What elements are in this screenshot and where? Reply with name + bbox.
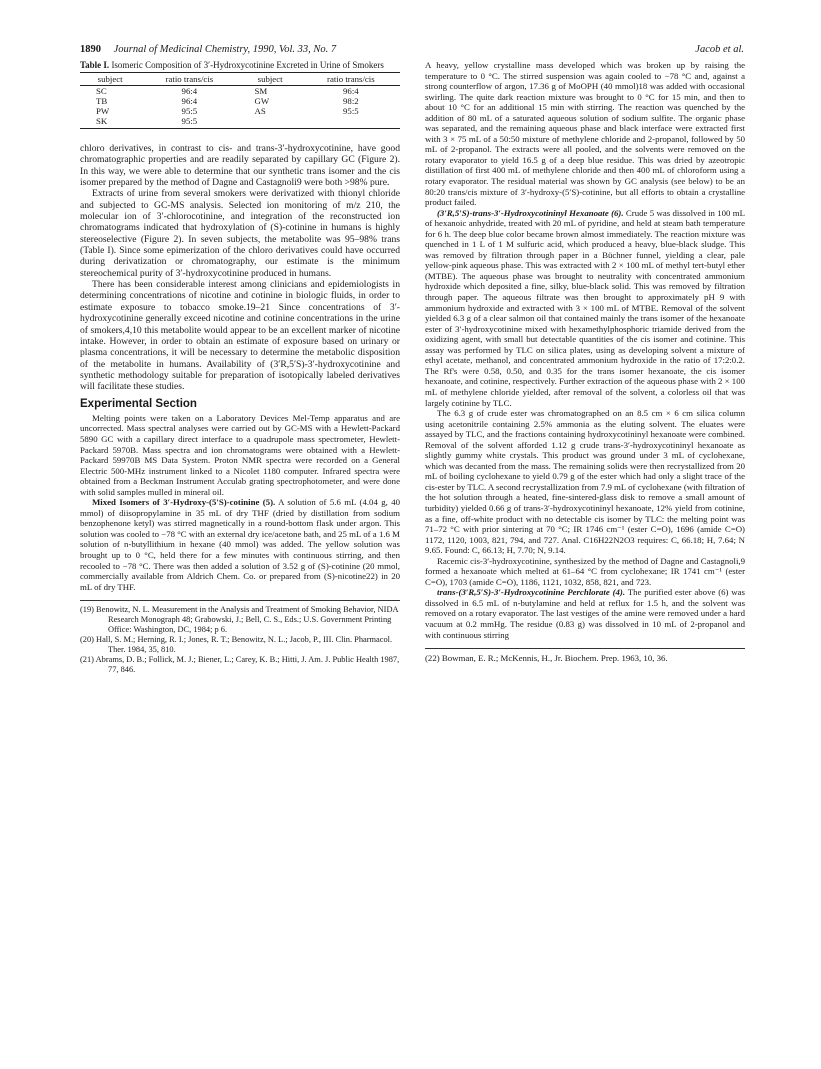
table-cell: 98:2	[343, 96, 359, 106]
left-column	[80, 60, 400, 675]
body-paragraph: There has been considerable interest among clinicians and epidemiologists in determining concentrations of nicotine and cotinine in biologic fluids, in order to estimate exposure to tobacco smoke.19–21 Since concentrations of 3′-hydroxycotinine generally exceed nicotine and cotinine concentrations in the urine of smokers,4,10 this metabolite would appear to be an excellent marker of nicotine intake. However, in order to obtain an estimate of exposure based on urinary or plasma concentrations, it will be necessary to determine the metabolic disposition of the metabolite in humans. Availability of (3′R,5′S)-3′-hydroxycotinine and synthetic methodology suitable for preparation of isotopically labeled derivatives will facilitate these studies.	[80, 279, 400, 393]
table-cell: 96:4	[181, 86, 198, 96]
right-column	[425, 60, 745, 664]
body-paragraph: Melting points were taken on a Laboratory Devices Mel-Temp apparatus and are uncorrected. Mass spectral analyses were carried out by GC-MS with a Hewlett-Packard 5890 GC with a capillary direct interface to a quadrupole mass spectrometer, Hewlett-Packard 5970B. Mass spectra and ion chromatograms were obtained with a Hewlett-Packard 59970B MS Data System. Proton NMR spectra were recorded on a General Electric 500-MHz instrument linked to a Nicolet 1180 computer. Infrared spectra were obtained from a Beckman Instrument Acculab grating spectrophotometer, and were done with solid samples mulled in mineral oil.	[80, 412, 400, 497]
col-header: ratio trans/cis	[140, 73, 238, 86]
table-cell: 95:5	[181, 106, 198, 116]
procedure-title: Mixed Isomers of 3′-Hydroxy-(5′S)-cotinine (5).	[92, 497, 276, 508]
procedure-paragraph	[80, 497, 400, 592]
running-authors: Jacob et al.	[695, 44, 744, 55]
table-row	[80, 96, 400, 106]
table-cell: 95:5	[343, 106, 359, 116]
running-header	[80, 44, 744, 58]
body-paragraph: Racemic cis-3′-hydroxycotinine, synthesized by the method of Dagne and Castagnoli,9 formed a hexanoate which melted at 61–64 °C from cyclohexane; IR 1741 cm⁻¹ (ester C=O), 1703 (amide C=O), 1186, 1121, 1032, 858, 821, and 723.	[425, 555, 745, 587]
procedure-title: trans-(3′R,5′S)-3′-Hydroxycotinine Perchlorate (4).	[437, 587, 626, 598]
procedure-text: A solution of 5.6 mL (4.04 g, 40 mmol) of diisopropylamine in 35 mL of dry THF (dried by distillation from sodium benzophenone ketyl) was stirred magnetically in a round-bottom flask under argon. This solution was cooled to −78 °C with an external dry ice/acetone bath, and 25 mL of a 1.6 M solution of n-butyllithium in hexane (40 mmol) was added. The yellow solution was brought up to 0 °C, held there for a few minutes with continuous stirring, and then recooled to −78 °C. There was then added a solution of 3.52 g of (S)-cotinine (20 mmol, commercially available from Aldrich Chem. Co. or prepared from (S)-nicotine22) in 20 mL of dry THF.	[80, 497, 401, 592]
body-paragraph: The 6.3 g of crude ester was chromatographed on an 8.5 cm × 6 cm silica column using acetonitrile containing 2.5% ammonia as the eluting solvent. The eluates were assayed by TLC, and the fractions containing hydroxycotininyl hexanoate were combined. Removal of the solvent afforded 1.12 g crude trans-3′-hydroxycotininyl hexanoate as slightly gummy white crystals. This product was ground under 3 mL of cyclohexane, which was decanted from the mass. The remaining solids were then recrystallized from 20 mL of boiling cyclohexane to yield 0.79 g of the ester which had only a slight trace of the cis-ester by TLC. A second recrystallization from 7.9 mL of cyclohexane (with filtration of the hot solution through a heated, fine-sintered-glass disk to remove a small amount of turbidity) yielded 0.66 g of trans-3′-hydroxycotininyl hexanoate, 12% yield from cotinine, as a fine, off-white product with no detectable cis isomer by TLC: the melting point was 71–72 °C with prior sintering at 70 °C; IR 1746 cm⁻¹ (ester C=O), 1696 (amide C=O) 1172, 1120, 1003, 821, 794, and 727. Anal. C16H22N2O3 requires: C, 66.18; H, 7.64; N 9.65. Found: C, 66.13; H, 7.70; N, 9.14.	[425, 408, 745, 556]
table-caption	[80, 60, 400, 70]
body-paragraph: chloro derivatives, in contrast to cis- and trans-3′-hydroxycotinine, have good chromatographic properties and are readily separated by capillary GC (Figure 2). In this way, we were able to determine that our synthetic trans isomer and the cis isomer prepared by the method of Dagne and Castagnoli9 were both >98% pure.	[80, 143, 400, 189]
table-label: Table I.	[80, 60, 110, 70]
table-cell: 96:4	[343, 86, 359, 96]
table-cell: SK	[80, 116, 140, 129]
footnote-rule	[425, 648, 745, 649]
table-caption-text: Isomeric Composition of 3′-Hydroxycotinine Excreted in Urine of Smokers	[111, 60, 384, 70]
col-header: subject	[80, 73, 140, 86]
reference-item: (22) Bowman, E. R.; McKennis, H., Jr. Biochem. Prep. 1963, 10, 36.	[425, 653, 668, 664]
table-cell	[239, 116, 302, 129]
col-header: ratio trans/cis	[302, 73, 400, 86]
footnote-rule	[80, 600, 400, 601]
reference-item: (19) Benowitz, N. L. Measurement in the Analysis and Treatment of Smoking Behavior, NIDA Research Monograph 48; Grabowski, J.; Bell, C. S., Eds.; U.S. Government Printing Office: Washington, DC, 1984; p 6.	[80, 605, 399, 635]
table-row	[80, 116, 400, 129]
procedure-title: (3′R,5′S)-trans-3′-Hydroxycotininyl Hexanoate (6).	[437, 207, 624, 218]
references-right	[425, 653, 745, 664]
page-number: 1890	[80, 44, 101, 55]
procedure-paragraph	[425, 208, 745, 408]
body-paragraph: A heavy, yellow crystalline mass developed which was broken up by raising the temperature to 0 °C. The stirred suspension was again cooled to −78 °C and, against a strong counterflow of argon, 17.36 g of MoOPH (40 mmol)18 was added with occasional swirling. The quite dark reaction mixture was brought to 0 °C for 15 min, and then to about 10 °C for an additional 15 min with stirring. The reaction was quenched by the addition of 80 mL of a saturated aqueous solution of sodium sulfite. The organic phase was separated, and the remaining aqueous phase and black interface were extracted first with 3 × 75 mL of a 50:50 mixture of methylene chloride and 2-propanol, followed by 50 mL of 2-propanol. The extracts were all pooled, and the solvents were removed on the rotary evaporator to yield 16.5 g of a deep blue residue. This was dried by azeotropic distillation of first 400 mL of methylene chloride and then 400 mL of chloroform using a rotary evaporator. The residual material was shown by GC analysis (see below) to be an 80:20 trans/cis mixture of 3′-hydroxy-(5′S)-cotinine, but all efforts to obtain a crystalline product failed.	[425, 60, 745, 208]
journal-citation: Journal of Medicinal Chemistry, 1990, Vol. 33, No. 7	[113, 44, 337, 55]
table-cell: TB	[96, 96, 108, 106]
reference-item: (21) Abrams, D. B.; Follick, M. J.; Biener, L.; Carey, K. B.; Hitti, J. Am. J. Public Health 1987, 77, 846.	[80, 655, 400, 675]
procedure-text: Crude 5 was dissolved in 100 mL of hexanoic anhydride, treated with 20 mL of pyridine, and held at steam bath temperature for 6 h. The deep blue color became brown almost immediately. The reaction mixture was quenched in 1 L of 1 M sulfuric acid, which produced a heavy, blue-black sludge. This was removed by filtration through paper in a Büchner funnel, yielding a clear, pale yellow-pink aqueous phase. This was extracted with 2 × 100 mL of methyl tert-butyl ether (MTBE). The aqueous phase was brought to neutrality with concentrated ammonium hydroxide which deposited a fine, silky, blue-black solid. This was removed by filtration through paper. The aqueous filtrate was then brought to approximately pH 9 with ammonium hydroxide and extracted with 3 × 100 mL of MTBE. Removal of the solvent yielded 6.3 g of a clear salmon oil that contained mainly the trans isomer of the hexanoate ester of 3′-hydroxycotinine mixed with hexamethylphosphoric triamide derived from the oxidizing agent, with small but detectable quantities of the cis isomer and cotinine. This assay was performed by TLC on silica plates, using as developing solvent a mixture of ethyl acetate, methanol, and concentrated ammonium hydroxide in the ratio of 17:2:0.2. The Rf's were 0.58, 0.50, and 0.35 for the trans isomer hexanoate, the cis isomer hexanoate, and cotinine, respectively. Further extraction of the aqueous phase with 2 × 100 mL of methylene chloride yielded, after removal of the solvent, a colorless oil that was largely cotinine by TLC.	[425, 207, 745, 408]
procedure-paragraph	[425, 587, 745, 640]
table-cell: PW	[96, 106, 110, 116]
table-row	[80, 106, 400, 116]
table-header-row	[80, 73, 400, 86]
experimental-block	[80, 413, 400, 592]
procedure-text: The purified ester above (6) was dissolved in 6.5 mL of n-butylamine and held at reflux for 1.5 h, and the solvent was removed on a rotary evaporator. The last vestiges of the amine were removed under a hard vacuum at 0.2 mmHg. The residue (0.83 g) was dissolved in 10 mL of 2-propanol and with continuous stirring	[425, 587, 745, 640]
references-left	[80, 605, 400, 675]
isomer-table	[80, 72, 400, 129]
section-heading: Experimental Section	[80, 397, 197, 410]
table-cell: AS	[254, 106, 266, 116]
table-cell: SC	[96, 86, 107, 96]
body-paragraph: Extracts of urine from several smokers were derivatized with thionyl chloride and subjected to GC-MS analysis. Selected ion monitoring of m/z 210, the molecular ion of 3′-chlorocotinine, and integration of the reconstructed ion chromatograms indicated that hydroxylation of (S)-cotinine in humans is highly stereoselective (Figure 2). In seven subjects, the metabolite was 95–98% trans (Table I). Since some epimerization of the chloro derivatives could have occurred during derivatization or chromatography, our estimate is the minimum stereochemical purity of 3′-hydroxycotinine produced in humans.	[80, 188, 400, 279]
col-header: subject	[239, 73, 302, 86]
table-row	[80, 86, 400, 97]
table-cell: SM	[254, 86, 268, 96]
table-cell: 96:4	[181, 96, 198, 106]
table-cell: GW	[254, 96, 270, 106]
reference-item: (20) Hall, S. M.; Herning, R. I.; Jones, R. T.; Benowitz, N. L.; Jacob, P., III. Clin. Pharmacol. Ther. 1984, 35, 810.	[80, 635, 393, 655]
table-cell	[302, 116, 400, 129]
table-cell: 95:5	[140, 116, 238, 129]
